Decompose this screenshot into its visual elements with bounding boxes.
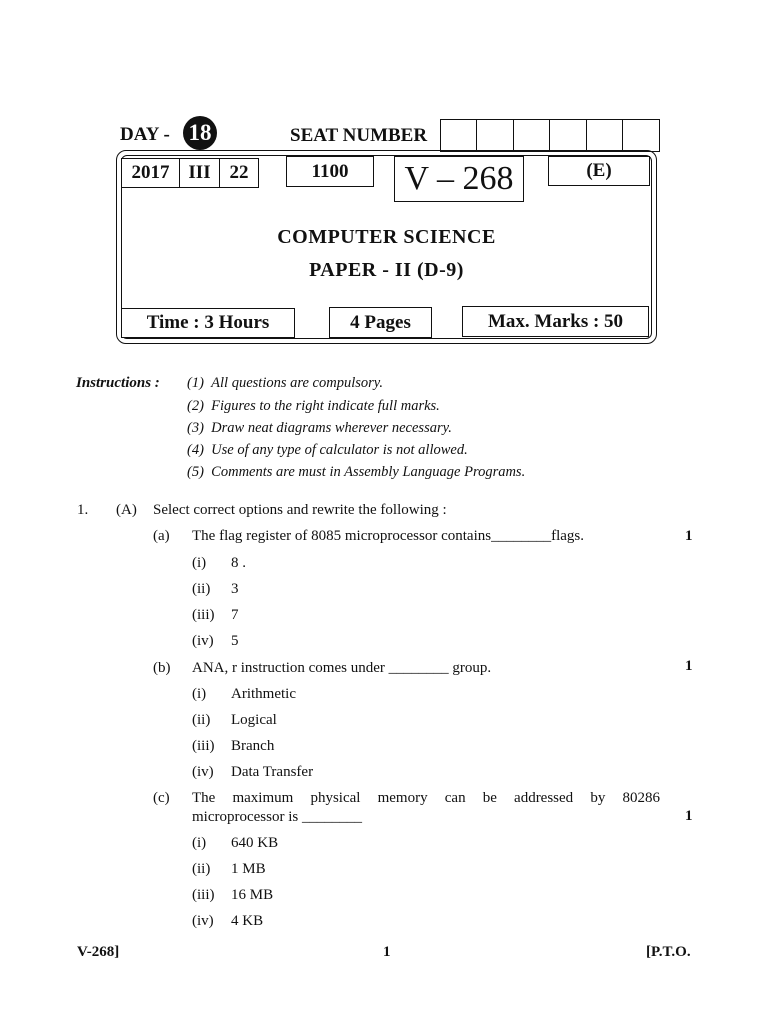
day-label: DAY - xyxy=(120,124,170,145)
seat-number-cell xyxy=(476,119,514,152)
option-text: 7 xyxy=(231,607,239,623)
subquestion-label: (c) xyxy=(153,790,170,806)
option-text: Data Transfer xyxy=(231,764,314,780)
option-text: 3 xyxy=(231,581,239,597)
pages-box: 4 Pages xyxy=(329,307,432,338)
instruction-text: Figures to the right indicate full marks. xyxy=(211,398,440,414)
instructions-label: Instructions : xyxy=(76,375,160,391)
option-number: (i) xyxy=(192,555,207,571)
exam-year-box: 2017 xyxy=(121,158,180,188)
instruction-text: Draw neat diagrams wherever necessary. xyxy=(211,420,452,436)
subquestion-label: (a) xyxy=(153,528,170,544)
instruction-number: (3) xyxy=(187,420,204,436)
subquestion-label: (b) xyxy=(153,660,171,676)
option-number: (i) xyxy=(192,835,207,851)
instruction-item xyxy=(187,442,468,459)
option-text: 16 MB xyxy=(231,887,274,903)
max-marks-box: Max. Marks : 50 xyxy=(462,306,649,337)
option-number: (iii) xyxy=(192,738,215,754)
question-text: Select correct options and rewrite the following : xyxy=(153,502,447,518)
option-text: 4 KB xyxy=(231,913,264,929)
instruction-number: (2) xyxy=(187,398,204,414)
option-number: (iv) xyxy=(192,764,214,780)
instruction-text: All questions are compulsory. xyxy=(211,375,384,391)
paper-title: PAPER - II (D-9) xyxy=(309,259,464,281)
subquestion-text-continued: microprocessor is ________ xyxy=(192,809,362,825)
please-turn-over-note: [P.T.O. xyxy=(646,944,691,960)
seat-number-cell xyxy=(586,119,624,152)
exam-time-code-box: 1100 xyxy=(286,156,374,187)
instruction-number: (1) xyxy=(187,375,204,391)
exam-date-box: 22 xyxy=(219,158,259,188)
subquestion-text: The flag register of 8085 microprocessor contains________flags. xyxy=(192,528,584,544)
option-text: Logical xyxy=(231,712,277,728)
paper-code-box: V – 268 xyxy=(394,156,524,202)
subquestion-text: The maximum physical memory can be addressed by 80286 xyxy=(192,790,660,806)
instruction-item xyxy=(187,398,440,415)
marks-value: 1 xyxy=(685,808,693,824)
seat-number-cell xyxy=(622,119,660,152)
marks-value: 1 xyxy=(685,658,693,674)
instruction-number: (4) xyxy=(187,442,204,458)
option-text: 1 MB xyxy=(231,861,266,877)
subject-title: COMPUTER SCIENCE xyxy=(277,226,496,248)
option-number: (iv) xyxy=(192,913,214,929)
instruction-item xyxy=(187,464,525,481)
option-number: (ii) xyxy=(192,712,211,728)
subquestion-text: ANA, r instruction comes under ________ group. xyxy=(192,660,492,676)
question-number: 1. xyxy=(77,502,89,518)
seat-number-cell xyxy=(513,119,551,152)
day-number-badge: 18 xyxy=(183,116,217,150)
option-text: Arithmetic xyxy=(231,686,296,702)
marks-value: 1 xyxy=(685,528,693,544)
seat-number-cell xyxy=(440,119,478,152)
option-number: (iii) xyxy=(192,887,215,903)
option-text: 5 xyxy=(231,633,239,649)
language-box: (E) xyxy=(548,156,650,186)
exam-month-box: III xyxy=(179,158,220,188)
seat-number-boxes xyxy=(441,119,660,152)
option-number: (iv) xyxy=(192,633,214,649)
option-number: (ii) xyxy=(192,861,211,877)
option-text: 640 KB xyxy=(231,835,279,851)
seat-number-cell xyxy=(549,119,587,152)
option-text: 8 . xyxy=(231,555,246,571)
footer-paper-code: V-268] xyxy=(77,944,120,960)
instruction-text: Comments are must in Assembly Language Programs. xyxy=(211,464,526,480)
option-number: (i) xyxy=(192,686,207,702)
time-box: Time : 3 Hours xyxy=(121,308,295,338)
option-text: Branch xyxy=(231,738,275,754)
instruction-item xyxy=(187,375,383,392)
instruction-text: Use of any type of calculator is not allowed. xyxy=(211,442,468,458)
instruction-number: (5) xyxy=(187,464,204,480)
page-number: 1 xyxy=(383,944,391,960)
seat-number-label: SEAT NUMBER xyxy=(290,125,428,146)
option-number: (iii) xyxy=(192,607,215,623)
option-number: (ii) xyxy=(192,581,211,597)
instruction-item xyxy=(187,420,452,437)
question-part-label: (A) xyxy=(116,502,137,518)
